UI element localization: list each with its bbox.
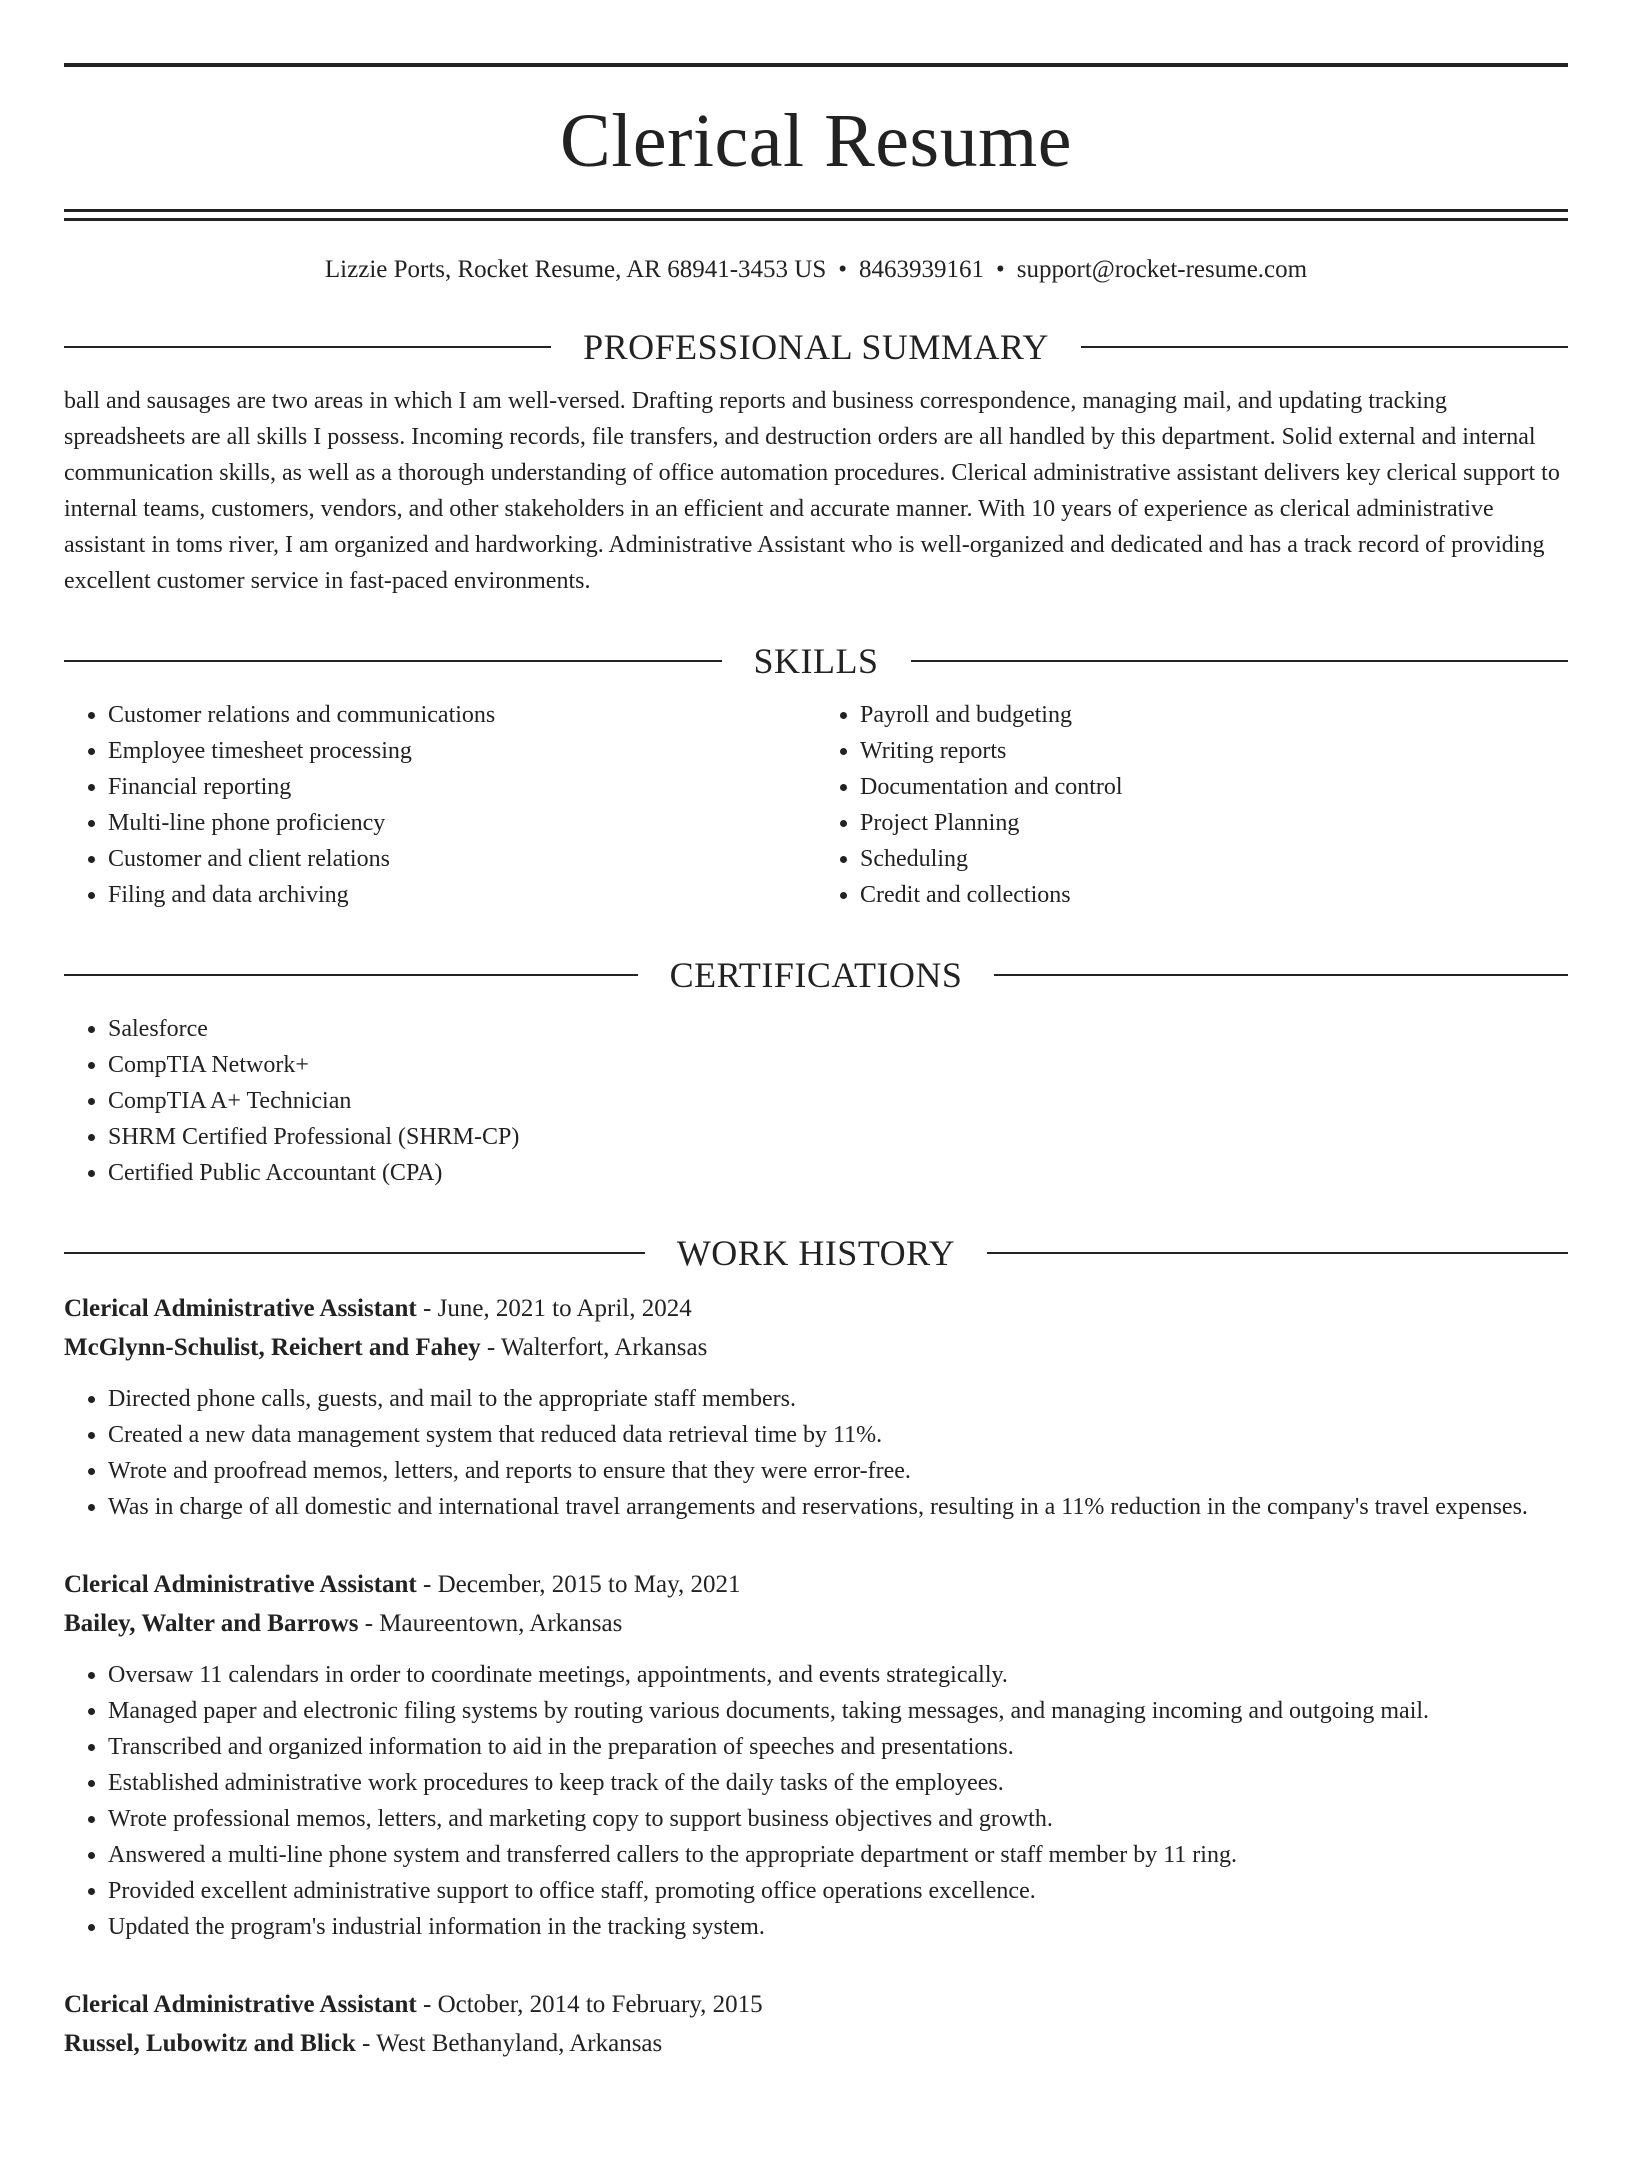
job-entry bbox=[64, 1565, 1568, 1945]
contact-separator: • bbox=[996, 256, 1005, 283]
job-bullets bbox=[64, 1381, 1568, 1525]
job-dates: - June, 2021 to April, 2024 bbox=[416, 1295, 692, 1322]
certifications-list bbox=[64, 1011, 1568, 1191]
work-history-heading bbox=[64, 1235, 1568, 1271]
job-company-row bbox=[64, 1328, 1568, 1367]
skill-item: • Employee timesheet processing bbox=[108, 733, 816, 769]
page-title: Clerical Resume bbox=[560, 99, 1072, 183]
contact-address: Lizzie Ports, Rocket Resume, AR 68941-3453 US bbox=[324, 256, 827, 283]
skill-item: • Filing and data archiving bbox=[108, 877, 816, 913]
skill-item: • Project Planning bbox=[860, 805, 1568, 841]
job-title-row bbox=[64, 1565, 1568, 1604]
divider bbox=[987, 1252, 1568, 1254]
skill-item: • Financial reporting bbox=[108, 769, 816, 805]
divider bbox=[994, 974, 1568, 976]
skill-item: • Writing reports bbox=[860, 733, 1568, 769]
section-title: WORK HISTORY bbox=[676, 1233, 956, 1273]
section-title: CERTIFICATIONS bbox=[669, 955, 963, 995]
job-bullet: • Provided excellent administrative support to office staff, promoting office operations excellence. bbox=[108, 1873, 1568, 1909]
job-bullet: • Wrote and proofread memos, letters, and reports to ensure that they were error-free. bbox=[108, 1453, 1568, 1489]
top-rule bbox=[64, 63, 1568, 67]
job-entry bbox=[64, 1289, 1568, 1525]
job-bullet: • Managed paper and electronic filing systems by routing various documents, taking messages, and managing incoming and outgoing mail. bbox=[108, 1693, 1568, 1729]
section-title: PROFESSIONAL SUMMARY bbox=[583, 327, 1049, 367]
job-title: Clerical Administrative Assistant bbox=[64, 1571, 417, 1598]
job-title: Clerical Administrative Assistant bbox=[64, 1295, 417, 1322]
job-bullet: • Updated the program's industrial information in the tracking system. bbox=[108, 1909, 1568, 1945]
certification-item: • Certified Public Accountant (CPA) bbox=[108, 1155, 1568, 1191]
contact-separator: • bbox=[838, 256, 848, 283]
job-title-row bbox=[64, 1985, 1568, 2024]
certification-item: • CompTIA Network+ bbox=[108, 1047, 1568, 1083]
job-bullet: • Created a new data management system that reduced data retrieval time by 11%. bbox=[108, 1417, 1568, 1453]
job-dates: - December, 2015 to May, 2021 bbox=[416, 1571, 741, 1598]
job-bullet: • Established administrative work procedures to keep track of the daily tasks of the employees. bbox=[108, 1765, 1568, 1801]
divider bbox=[64, 1252, 645, 1254]
job-bullet: • Was in charge of all domestic and international travel arrangements and reservations, resulting in a 11% reduction in the company's travel expenses. bbox=[108, 1489, 1568, 1525]
resume-page bbox=[0, 63, 1632, 2175]
job-company-row bbox=[64, 2024, 1568, 2063]
skills-column-left bbox=[64, 697, 816, 913]
certifications-heading bbox=[64, 957, 1568, 993]
skill-item: • Customer relations and communications bbox=[108, 697, 816, 733]
job-company-row bbox=[64, 1604, 1568, 1643]
job-bullet: • Directed phone calls, guests, and mail to the appropriate staff members. bbox=[108, 1381, 1568, 1417]
skills-column-right bbox=[816, 697, 1568, 913]
job-entry bbox=[64, 1985, 1568, 2063]
job-location: - West Bethanyland, Arkansas bbox=[355, 2030, 663, 2057]
skills-list bbox=[64, 697, 1568, 913]
job-company: Bailey, Walter and Barrows bbox=[64, 1610, 359, 1637]
divider bbox=[64, 660, 722, 662]
skill-item: • Documentation and control bbox=[860, 769, 1568, 805]
job-bullet: • Wrote professional memos, letters, and marketing copy to support business objectives and growth. bbox=[108, 1801, 1568, 1837]
job-bullets bbox=[64, 1657, 1568, 1945]
certification-item: • SHRM Certified Professional (SHRM-CP) bbox=[108, 1119, 1568, 1155]
job-bullet: • Oversaw 11 calendars in order to coordinate meetings, appointments, and events strategically. bbox=[108, 1657, 1568, 1693]
job-company: McGlynn-Schulist, Reichert and Fahey bbox=[64, 1334, 481, 1361]
divider bbox=[911, 660, 1569, 662]
summary-heading bbox=[64, 329, 1568, 365]
skill-item: • Credit and collections bbox=[860, 877, 1568, 913]
job-dates: - October, 2014 to February, 2015 bbox=[416, 1991, 763, 2018]
skill-item: • Multi-line phone proficiency bbox=[108, 805, 816, 841]
certification-item: • CompTIA A+ Technician bbox=[108, 1083, 1568, 1119]
skill-item: • Scheduling bbox=[860, 841, 1568, 877]
contact-email: support@rocket-resume.com bbox=[1016, 256, 1308, 283]
skills-heading bbox=[64, 643, 1568, 679]
contact-phone: 8463939161 bbox=[859, 256, 985, 283]
job-company: Russel, Lubowitz and Blick bbox=[64, 2030, 356, 2057]
job-bullet: • Answered a multi-line phone system and transferred callers to the appropriate department or staff member by 11 ring. bbox=[108, 1837, 1568, 1873]
certification-item: • Salesforce bbox=[108, 1011, 1568, 1047]
skill-item: • Payroll and budgeting bbox=[860, 697, 1568, 733]
divider bbox=[64, 974, 638, 976]
summary-text: ball and sausages are two areas in which I am well-versed. Drafting reports and business correspondence, managing mail, and updating tracking spreadsheets are all skills I possess. Incoming records, file transfers, and destruction orders are all handled by this department. Solid external and internal communication skills, as well as a thorough understanding of office automation procedures. Clerical administrative assistant delivers key clerical support to internal teams, customers, vendors, and other stakeholders in an efficient and accurate manner. With 10 years of experience as clerical administrative assistant in toms river, I am organized and hardworking. Administrative Assistant who is well-organized and dedicated and has a track record of providing excellent customer service in fast-paced environments. bbox=[64, 388, 1560, 594]
skill-item: • Customer and client relations bbox=[108, 841, 816, 877]
job-location: - Walterfort, Arkansas bbox=[480, 1334, 708, 1361]
job-bullet: • Transcribed and organized information to aid in the preparation of speeches and presentations. bbox=[108, 1729, 1568, 1765]
divider bbox=[1081, 346, 1568, 348]
job-location: - Maureentown, Arkansas bbox=[358, 1610, 623, 1637]
divider bbox=[64, 346, 551, 348]
contact-line bbox=[64, 255, 1568, 285]
job-title: Clerical Administrative Assistant bbox=[64, 1991, 417, 2018]
title-double-rule bbox=[64, 209, 1568, 221]
job-title-row bbox=[64, 1289, 1568, 1328]
section-title: SKILLS bbox=[753, 641, 879, 681]
